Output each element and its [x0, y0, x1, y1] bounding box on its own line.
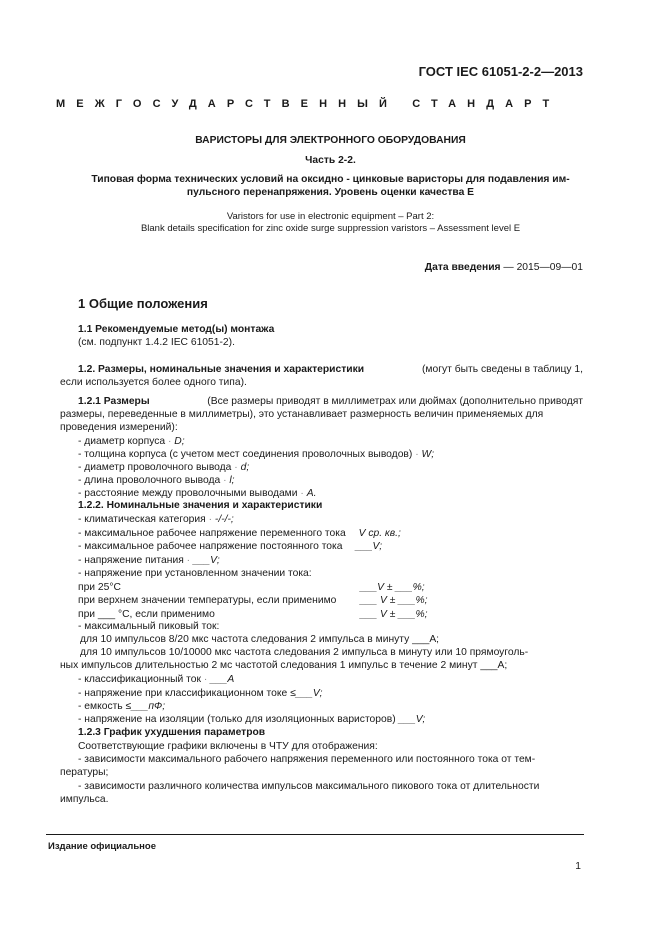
dim-item-symbol: d;: [240, 462, 250, 473]
misc-item-text: - классификационный ток: [78, 674, 201, 685]
rating-item: - напряжение питания · ___V;: [78, 555, 220, 566]
misc-item: - классификационный ток · ___A: [78, 674, 235, 685]
dim-item-text: - диаметр корпуса: [78, 436, 166, 447]
doc-subtitle-1: Типовая форма технических условий на оксидно - цинковые варисторы для подавления им-: [91, 174, 570, 185]
s12-line-1: [78, 364, 583, 375]
s12-text-2: если используется более одного типа).: [60, 377, 247, 388]
dim-item: - длина проволочного вывода · l;: [78, 475, 235, 486]
rating-item: [78, 541, 382, 552]
intro-date: [425, 262, 583, 273]
s121-text-1: (Все размеры приводят в миллиметрах или дюймах (дополнительно приводят: [207, 396, 583, 407]
misc-item-text: - напряжение на изоляции (только для изоляционных варисторов): [78, 714, 396, 725]
s123-bullet-1a: - зависимости максимального рабочего напряжения переменного или постоянного тока от тем-: [78, 754, 536, 765]
doc-title-en-1: Varistors for use in electronic equipment – Part 2:: [226, 211, 435, 222]
temp-row-value: ___V ± ___%;: [360, 582, 425, 593]
page-number: 1: [575, 861, 581, 872]
s11-heading: 1.1 Рекомендуемые метод(ы) монтажа: [78, 324, 275, 335]
s12-heading: 1.2. Размеры, номинальные значения и характеристики: [78, 364, 365, 375]
rating-item: [78, 528, 401, 539]
temp-row-value: ___ V ± ___%;: [360, 609, 428, 620]
rating-item-symbol: ___V;: [355, 541, 383, 552]
peak-line-2a: для 10 импульсов 10/10000 мкс частота следования 2 импульса в минуту или 10 прямоуголь-: [80, 647, 529, 658]
footer-divider: [46, 834, 584, 835]
doc-title-en-2: Blank details specification for zinc oxide surge suppression varistors – Assessment level E: [140, 223, 521, 234]
intro-date-label: Дата введения: [424, 262, 501, 273]
peak-line-1: для 10 импульсов 8/20 мкс частота следования 2 импульса в минуту ___А;: [80, 634, 440, 645]
misc-item-symbol: ≤___пФ;: [125, 701, 166, 712]
doc-code: ГОСТ IEC 61051-2-2—2013: [418, 64, 583, 79]
rating-item-text: - напряжение питания: [78, 555, 184, 566]
s123-bullet-2a: - зависимости различного количества импульсов максимального пикового тока от длительности: [78, 781, 540, 792]
doc-title: ВАРИСТОРЫ ДЛЯ ЭЛЕКТРОННОГО ОБОРУДОВАНИЯ: [195, 135, 466, 146]
s123-heading: 1.2.3 График ухудшения параметров: [78, 727, 266, 738]
temp-row-text: при ___ °С, если применимо: [78, 609, 215, 620]
misc-item-symbol: ≤___V;: [290, 688, 323, 699]
dim-item: - расстояние между проволочными выводами · A.: [78, 488, 317, 499]
doc-subtitle-2: пульсного перенапряжения. Уровень оценки качества Е: [186, 187, 475, 198]
intro-date-value: — 2015—09—01: [503, 262, 583, 273]
temp-row-text: при верхнем значении температуры, если применимо: [78, 595, 337, 606]
dim-item: - толщина корпуса (с учетом мест соединения проволочных выводов) · W;: [78, 449, 435, 460]
misc-item-symbol: ___A: [210, 674, 235, 685]
s123-text: Соответствующие графики включены в ЧТУ для отображения:: [78, 741, 378, 752]
rating-item-symbol: -/-/-;: [214, 514, 234, 525]
dim-item-text: - расстояние между проволочными выводами: [78, 488, 298, 499]
misc-item: [78, 688, 322, 699]
misc-item: [78, 714, 425, 725]
peak-heading: - максимальный пиковый ток:: [78, 621, 220, 632]
dim-item-symbol: A.: [306, 488, 317, 499]
peak-line-2b: ных импульсов длительностью 2 мс частотой следования 1 импульс в течение 2 минут ___А;: [60, 660, 508, 671]
rating-item-text: - климатическая категория: [78, 514, 206, 525]
temp-row-value: ___ V ± ___%;: [360, 595, 428, 606]
dim-item-symbol: W;: [421, 449, 435, 460]
dim-item-symbol: l;: [229, 475, 235, 486]
standard-banner: МЕЖГОСУДАРСТВЕННЫЙ СТАНДАРТ: [56, 98, 561, 110]
s121-line-1: [78, 396, 583, 407]
s123-bullet-1b: пературы;: [60, 767, 109, 778]
section-heading: 1 Общие положения: [78, 296, 208, 311]
misc-item-text: - емкость: [78, 701, 123, 712]
s121-text-3: проведения измерений):: [60, 422, 178, 433]
rating-item-text: - напряжение при установленном значении тока:: [78, 568, 312, 579]
dim-item-symbol: D;: [174, 436, 185, 447]
rating-item-text: - максимальное рабочее напряжение переменного тока: [78, 528, 346, 539]
s121-heading: 1.2.1 Размеры: [78, 396, 150, 407]
rating-item-text: - максимальное рабочее напряжение постоянного тока: [78, 541, 343, 552]
s11-text: (см. подпункт 1.4.2 IEC 61051-2).: [78, 337, 235, 348]
rating-item: [78, 568, 312, 579]
s122-heading: 1.2.2. Номинальные значения и характеристики: [78, 500, 323, 511]
dim-item-text: - длина проволочного вывода: [78, 475, 221, 486]
edition-label: Издание официальное: [48, 841, 156, 852]
s12-text-1: (могут быть сведены в таблицу 1,: [422, 364, 583, 375]
rating-item: - климатическая категория · -/-/-;: [78, 514, 234, 525]
dim-item: - диаметр проволочного вывода · d;: [78, 462, 250, 473]
rating-item-symbol: ___V;: [192, 555, 220, 566]
s123-bullet-2b: импульса.: [60, 794, 109, 805]
doc-part: Часть 2-2.: [305, 155, 356, 166]
misc-item: [78, 701, 165, 712]
temp-row-text: при 25°С: [78, 582, 121, 593]
dim-item-text: - диаметр проволочного вывода: [78, 462, 232, 473]
misc-item-text: - напряжение при классификационном токе: [78, 688, 288, 699]
rating-item-symbol: V ср. кв.;: [358, 528, 401, 539]
misc-item-symbol: ___V;: [398, 714, 426, 725]
dim-item: - диаметр корпуса · D;: [78, 436, 185, 447]
s121-text-2: размеры, переведенные в миллиметры), это устанавливает размерность величин применяемых для: [60, 409, 544, 420]
dim-item-text: - толщина корпуса (с учетом мест соединения проволочных выводов): [78, 449, 413, 460]
